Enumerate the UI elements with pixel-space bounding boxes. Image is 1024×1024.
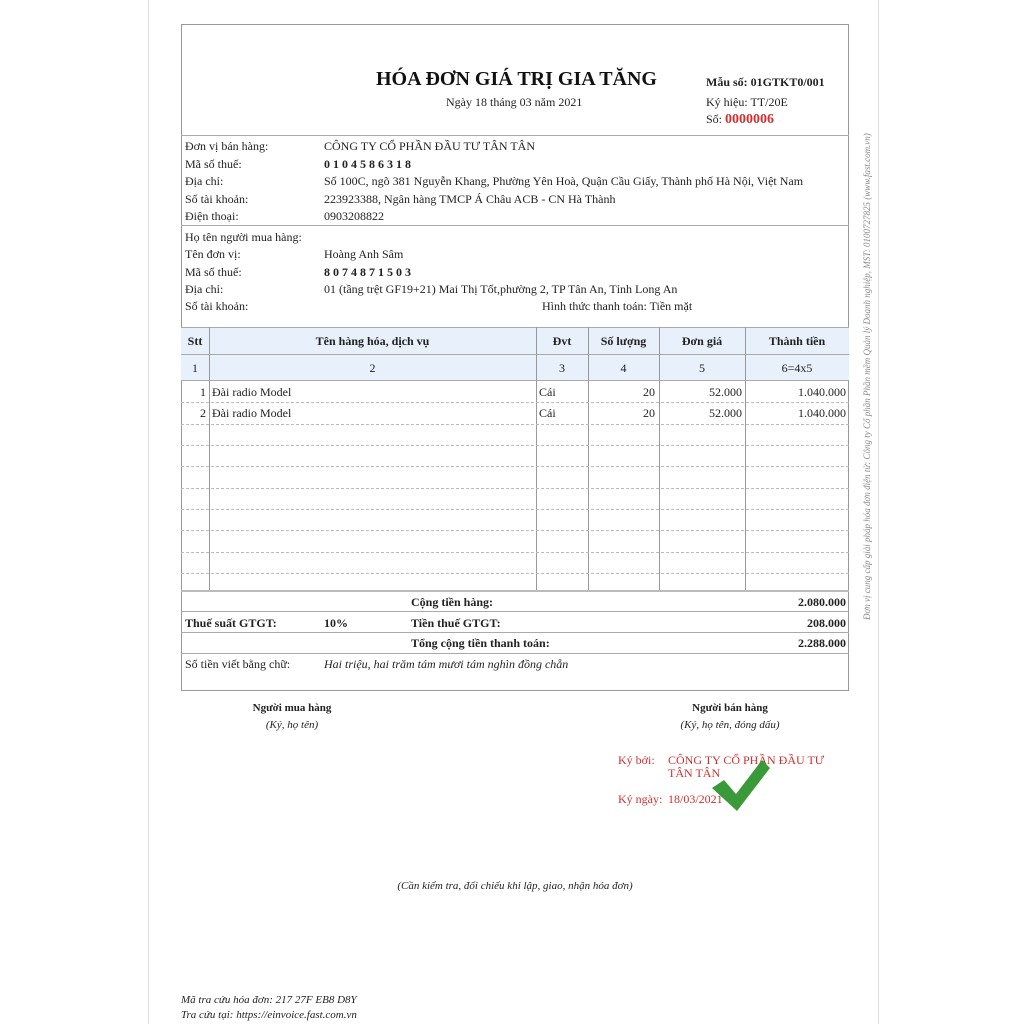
signed-by-cont: TÂN TÂN xyxy=(668,766,721,780)
seller-account-label: Số tài khoản: xyxy=(185,192,249,206)
seller-address-label: Địa chỉ: xyxy=(185,174,224,188)
buyer-account-label: Số tài khoản: xyxy=(185,299,249,313)
seller-tax-label: Mã số thuế: xyxy=(185,157,242,171)
col-header-price: Đơn giá xyxy=(681,334,723,348)
check-note: (Cần kiểm tra, đối chiếu khi lập, giao, nhận hóa đơn) xyxy=(397,880,633,892)
buyer-tax: 8 0 7 4 8 7 1 5 0 3 xyxy=(324,265,411,279)
row-unit: Cái xyxy=(539,385,556,399)
total-label: Tổng cộng tiền thanh toán: xyxy=(411,636,550,650)
seller-signature-note: (Ký, họ tên, đóng dấu) xyxy=(680,719,780,731)
col-number: 1 xyxy=(192,361,198,375)
buyer-address-label: Địa chỉ: xyxy=(185,282,224,296)
vat-label: Tiền thuế GTGT: xyxy=(411,616,501,630)
row-qty: 20 xyxy=(643,406,655,420)
lookup-url[interactable]: Tra cứu tại: https://einvoice.fast.com.vn xyxy=(181,1009,357,1021)
buyer-tax-label: Mã số thuế: xyxy=(185,265,242,279)
col-number: 2 xyxy=(369,361,376,375)
seller-name: CÔNG TY CỔ PHẦN ĐẦU TƯ TÂN TÂN xyxy=(324,139,535,153)
seller-phone-label: Điện thoại: xyxy=(185,209,239,223)
form-number: Mẫu số: 01GTKT0/001 xyxy=(706,75,825,89)
payment-method: Hình thức thanh toán: Tiền mặt xyxy=(542,299,693,313)
buyer-unit: Hoàng Anh Sâm xyxy=(324,247,404,261)
invoice-title: HÓA ĐƠN GIÁ TRỊ GIA TĂNG xyxy=(376,68,657,90)
words-label: Số tiền viết bằng chữ: xyxy=(185,657,291,671)
seller-phone: 0903208822 xyxy=(324,209,384,223)
col-number: 3 xyxy=(559,361,565,375)
row-price: 52.000 xyxy=(709,385,742,399)
seller-signature-title: Người bán hàng xyxy=(692,702,768,714)
vat-rate: 10% xyxy=(324,616,348,630)
provider-note: Đơn vị cung cấp giải pháp hóa đơn điện tử: Công ty Cổ phần Phần mềm Quản lý Doanh nghiệp, MST: 0100727825 (www.fast.com.vn) xyxy=(862,133,872,620)
invoice-number: 0000006 xyxy=(725,112,775,127)
signed-date: 18/03/2021 xyxy=(668,792,723,806)
col-header-amount: Thành tiền xyxy=(768,334,826,348)
signed-by-label: Ký bởi: xyxy=(618,753,655,767)
row-unit: Cái xyxy=(539,406,556,420)
vat-rate-label: Thuế suất GTGT: xyxy=(185,616,277,630)
row-amount: 1.040.000 xyxy=(798,406,846,420)
invoice-date: Ngày 18 tháng 03 năm 2021 xyxy=(446,95,583,109)
buyer-address: 01 (tầng trệt GF19+21) Mai Thị Tốt,phường 2, TP Tân An, Tỉnh Long An xyxy=(324,282,678,296)
col-header-stt: Stt xyxy=(187,334,203,348)
col-header-qty: Số lượng xyxy=(600,334,647,348)
row-name: Đài radio Model xyxy=(212,406,292,420)
col-number: 4 xyxy=(620,361,627,375)
col-header-unit: Đvt xyxy=(552,334,572,348)
vat-amount: 208.000 xyxy=(807,616,846,630)
subtotal-label: Cộng tiền hàng: xyxy=(411,595,494,609)
seller-name-label: Đơn vị bán hàng: xyxy=(185,139,269,153)
seller-tax: 0 1 0 4 5 8 6 3 1 8 xyxy=(324,157,411,171)
row-price: 52.000 xyxy=(709,406,742,420)
lookup-code: Mã tra cứu hóa đơn: 217 27F EB8 D8Y xyxy=(181,994,357,1006)
invoice-number-row xyxy=(706,112,774,128)
buyer-unit-label: Tên đơn vị: xyxy=(185,247,241,261)
checkmark-icon xyxy=(710,758,770,813)
buyer-signature-title: Người mua hàng xyxy=(252,702,332,714)
signed-date-label: Ký ngày: xyxy=(618,792,663,806)
buyer-signature-note: (Ký, họ tên) xyxy=(265,719,319,731)
col-header-name: Tên hàng hóa, dịch vụ xyxy=(315,334,430,348)
invoice-symbol: Ký hiệu: TT/20E xyxy=(706,95,788,109)
signed-by: CÔNG TY CỔ PHẦN ĐẦU TƯ xyxy=(668,753,825,767)
subtotal: 2.080.000 xyxy=(798,595,846,609)
seller-account: 223923388, Ngân hàng TMCP Á Châu ACB - CN Hà Thành xyxy=(324,192,616,206)
seller-address: Số 100C, ngõ 381 Nguyễn Khang, Phường Yên Hoà, Quận Cầu Giấy, Thành phố Hà Nội, Việt Nam xyxy=(324,174,804,188)
col-number: 5 xyxy=(699,361,705,375)
row-name: Đài radio Model xyxy=(212,385,292,399)
row-amount: 1.040.000 xyxy=(798,385,846,399)
total-amount: 2.288.000 xyxy=(798,636,846,650)
row-stt: 1 xyxy=(200,385,206,399)
buyer-label: Họ tên người mua hàng: xyxy=(185,230,302,244)
row-qty: 20 xyxy=(643,385,655,399)
amount-in-words: Hai triệu, hai trăm tám mươi tám nghìn đồng chẵn xyxy=(324,657,569,671)
row-stt: 2 xyxy=(200,406,206,420)
invoice-number-label: Số: xyxy=(706,112,723,126)
col-number: 6=4x5 xyxy=(781,361,813,375)
